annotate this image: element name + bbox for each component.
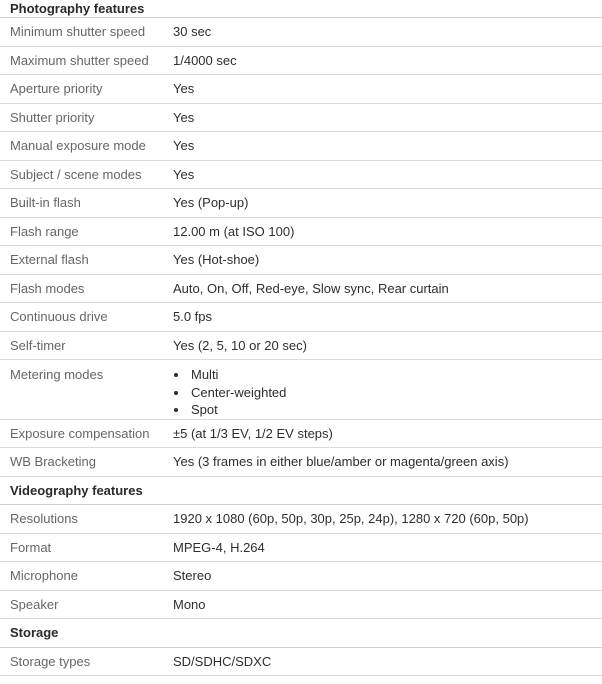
spec-row xyxy=(0,533,602,562)
spec-value: 5.0 fps xyxy=(163,303,602,332)
spec-label: Microphone xyxy=(0,562,163,591)
section-title: Videography features xyxy=(0,476,602,505)
spec-label: Manual exposure mode xyxy=(0,132,163,161)
spec-row xyxy=(0,562,602,591)
spec-value: Auto, On, Off, Red-eye, Slow sync, Rear curtain xyxy=(163,274,602,303)
spec-value: Mono xyxy=(163,590,602,619)
spec-row xyxy=(0,18,602,47)
spec-value-list xyxy=(163,360,602,420)
spec-value: MPEG-4, H.264 xyxy=(163,533,602,562)
spec-label: Built-in flash xyxy=(0,189,163,218)
spec-row-metering xyxy=(0,360,602,420)
spec-value: 30 sec xyxy=(163,18,602,47)
spec-value: Yes xyxy=(163,75,602,104)
spec-row xyxy=(0,160,602,189)
section-heading-videography xyxy=(0,476,602,505)
section-heading-storage xyxy=(0,619,602,648)
spec-value: SD/SDHC/SDXC xyxy=(163,647,602,676)
section-title: Photography features xyxy=(0,0,602,18)
list-item: • Spot xyxy=(189,401,602,419)
spec-label: Speaker xyxy=(0,590,163,619)
spec-value: Yes (2, 5, 10 or 20 sec) xyxy=(163,331,602,360)
spec-value: 1920 x 1080 (60p, 50p, 30p, 25p, 24p), 1280 x 720 (60p, 50p) xyxy=(163,505,602,534)
spec-value: Yes xyxy=(163,103,602,132)
spec-label: Flash modes xyxy=(0,274,163,303)
spec-value: Yes (Pop-up) xyxy=(163,189,602,218)
section-heading-photography xyxy=(0,0,602,18)
spec-label: Resolutions xyxy=(0,505,163,534)
spec-label: WB Bracketing xyxy=(0,448,163,477)
list-item: • Center-weighted xyxy=(189,384,602,402)
section-title: Storage xyxy=(0,619,602,648)
spec-label: Storage types xyxy=(0,647,163,676)
spec-label: Continuous drive xyxy=(0,303,163,332)
spec-row xyxy=(0,303,602,332)
spec-label: Minimum shutter speed xyxy=(0,18,163,47)
spec-row xyxy=(0,246,602,275)
spec-label: Shutter priority xyxy=(0,103,163,132)
spec-value: Yes (3 frames in either blue/amber or magenta/green axis) xyxy=(163,448,602,477)
spec-label: Maximum shutter speed xyxy=(0,46,163,75)
spec-value: Yes xyxy=(163,132,602,161)
spec-label: Exposure compensation xyxy=(0,419,163,448)
spec-row xyxy=(0,75,602,104)
spec-value: Yes (Hot-shoe) xyxy=(163,246,602,275)
spec-value: Yes xyxy=(163,160,602,189)
spec-row xyxy=(0,505,602,534)
spec-label: Aperture priority xyxy=(0,75,163,104)
spec-label: External flash xyxy=(0,246,163,275)
spec-label: Metering modes xyxy=(0,360,163,420)
metering-modes-list xyxy=(173,366,602,419)
spec-row xyxy=(0,274,602,303)
spec-row xyxy=(0,647,602,676)
spec-row xyxy=(0,419,602,448)
spec-row xyxy=(0,103,602,132)
spec-label: Subject / scene modes xyxy=(0,160,163,189)
spec-label: Flash range xyxy=(0,217,163,246)
spec-label: Format xyxy=(0,533,163,562)
spec-row xyxy=(0,590,602,619)
spec-value: 1/4000 sec xyxy=(163,46,602,75)
spec-value: ±5 (at 1/3 EV, 1/2 EV steps) xyxy=(163,419,602,448)
spec-row xyxy=(0,448,602,477)
spec-label: Self-timer xyxy=(0,331,163,360)
spec-value: 12.00 m (at ISO 100) xyxy=(163,217,602,246)
spec-row xyxy=(0,189,602,218)
spec-row xyxy=(0,46,602,75)
spec-row xyxy=(0,331,602,360)
spec-row xyxy=(0,217,602,246)
spec-row xyxy=(0,132,602,161)
spec-value: Stereo xyxy=(163,562,602,591)
list-item: • Multi xyxy=(189,366,602,384)
